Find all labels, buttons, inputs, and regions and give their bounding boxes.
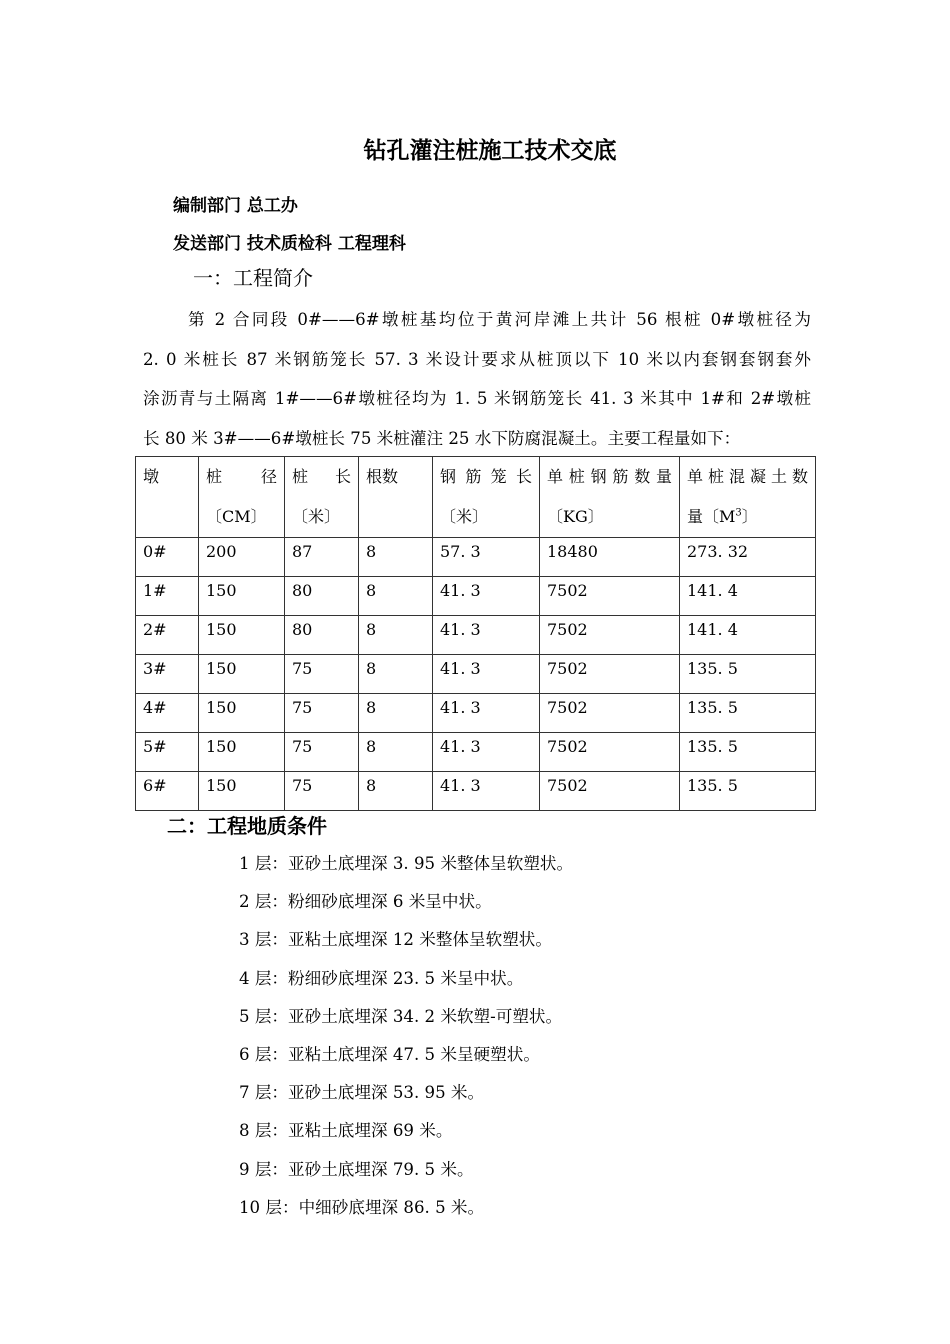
list-item: 5 层：亚砂土底埋深 34. 2 米软塑-可塑状。 [239,1006,563,1026]
table-cell: 150 [199,772,285,811]
send-department: 发送部门 技术质检科 工程理科 [173,234,406,254]
table-cell: 8 [359,538,433,577]
list-item: 3 层：亚粘土底埋深 12 米整体呈软塑状。 [239,930,552,950]
table-cell: 75 [285,733,359,772]
table-cell: 3# [136,655,199,694]
list-item: 1 层：亚砂土底埋深 3. 95 米整体呈软塑状。 [239,854,574,873]
table-cell: 41. 3 [433,694,540,733]
table-cell: 2# [136,616,199,655]
table-cell: 4# [136,694,199,733]
table-cell: 135. 5 [680,694,816,733]
list-item: 4 层：粉细砂底埋深 23. 5 米呈中状。 [239,968,524,988]
geology-layer-list [239,846,573,1228]
compile-department: 编制部门 总工办 [173,196,298,216]
table-cell: 8 [359,733,433,772]
table-cell: 8 [359,616,433,655]
table-cell: 41. 3 [433,772,540,811]
table-cell: 7502 [540,577,680,616]
table-cell: 75 [285,772,359,811]
list-item: 7 层：亚砂土底埋深 53. 95 米。 [239,1083,485,1103]
section-heading-overview: 一：工程简介 [193,266,313,290]
table-cell: 150 [199,577,285,616]
section-heading-geology: 二：工程地质条件 [167,814,327,838]
table-cell: 135. 5 [680,733,816,772]
table-cell: 150 [199,733,285,772]
quantity-table [135,456,816,811]
document-title: 钻孔灌注桩施工技术交底 [363,138,617,164]
header-cell-diameter: 桩 径 〔CM〕 [199,457,285,538]
list-item: 10 层：中细砂底埋深 86. 5 米。 [239,1197,485,1217]
table-cell: 7502 [540,772,680,811]
table-header-row [136,457,816,538]
table-cell: 87 [285,538,359,577]
table-row [136,733,816,772]
table-cell: 41. 3 [433,577,540,616]
table-row [136,694,816,733]
table-cell: 141. 4 [680,616,816,655]
table-cell: 135. 5 [680,772,816,811]
table-cell: 8 [359,772,433,811]
paragraph-line: 2. 0 米桩长 87 米钢筋笼长 57. 3 米设计要求从桩顶以下 10 米以内套钢套钢套外 [143,349,811,369]
overview-paragraph [143,300,811,458]
table-cell: 75 [285,694,359,733]
table-cell: 18480 [540,538,680,577]
table-row [136,772,816,811]
table-cell: 150 [199,655,285,694]
table-cell: 0# [136,538,199,577]
list-item: 9 层：亚砂土底埋深 79. 5 米。 [239,1159,474,1179]
table-cell: 141. 4 [680,577,816,616]
table-cell: 150 [199,694,285,733]
paragraph-line: 第 2 合同段 0#——6#墩桩基均位于黄河岸滩上共计 56 根桩 0#墩桩径为 [188,310,811,329]
table-cell: 41. 3 [433,655,540,694]
table-cell: 41. 3 [433,616,540,655]
table-cell: 150 [199,616,285,655]
paragraph-line: 涂沥青与土隔离 1#——6#墩桩径均为 1. 5 米钢筋笼长 41. 3 米其中 1#和 2#墩桩 [143,389,811,408]
header-cell-pier: 墩 [136,457,199,538]
table-cell: 7502 [540,694,680,733]
table-cell: 7502 [540,616,680,655]
table-cell: 1# [136,577,199,616]
table-cell: 41. 3 [433,733,540,772]
header-cell-length: 桩 长 〔米〕 [285,457,359,538]
list-item: 6 层：亚粘土底埋深 47. 5 米呈硬塑状。 [239,1044,540,1064]
table-cell: 75 [285,655,359,694]
table-cell: 273. 32 [680,538,816,577]
table-cell: 135. 5 [680,655,816,694]
table-row [136,616,816,655]
table-cell: 5# [136,733,199,772]
list-item: 2 层：粉细砂底埋深 6 米呈中状。 [239,892,492,912]
table-cell: 8 [359,694,433,733]
table-cell: 8 [359,577,433,616]
header-cell-steel-qty: 单桩钢筋数量 〔KG〕 [540,457,680,538]
table-cell: 57. 3 [433,538,540,577]
paragraph-line: 长 80 米 3#——6#墩桩长 75 米桩灌注 25 水下防腐混凝土。主要工程量如下： [143,428,741,448]
table-row [136,655,816,694]
header-cell-count: 根数 [359,457,433,538]
table-cell: 6# [136,772,199,811]
table-cell: 7502 [540,655,680,694]
header-cell-cage-length: 钢 筋 笼 长 〔米〕 [433,457,540,538]
table-cell: 8 [359,655,433,694]
table-cell: 7502 [540,733,680,772]
table-cell: 200 [199,538,285,577]
table-cell: 80 [285,616,359,655]
table-cell: 80 [285,577,359,616]
table-row [136,577,816,616]
header-cell-concrete-qty: 单桩混凝土数 量〔$M^3$〕 [680,457,816,538]
table-row [136,538,816,577]
list-item: 8 层：亚粘土底埋深 69 米。 [239,1121,453,1141]
